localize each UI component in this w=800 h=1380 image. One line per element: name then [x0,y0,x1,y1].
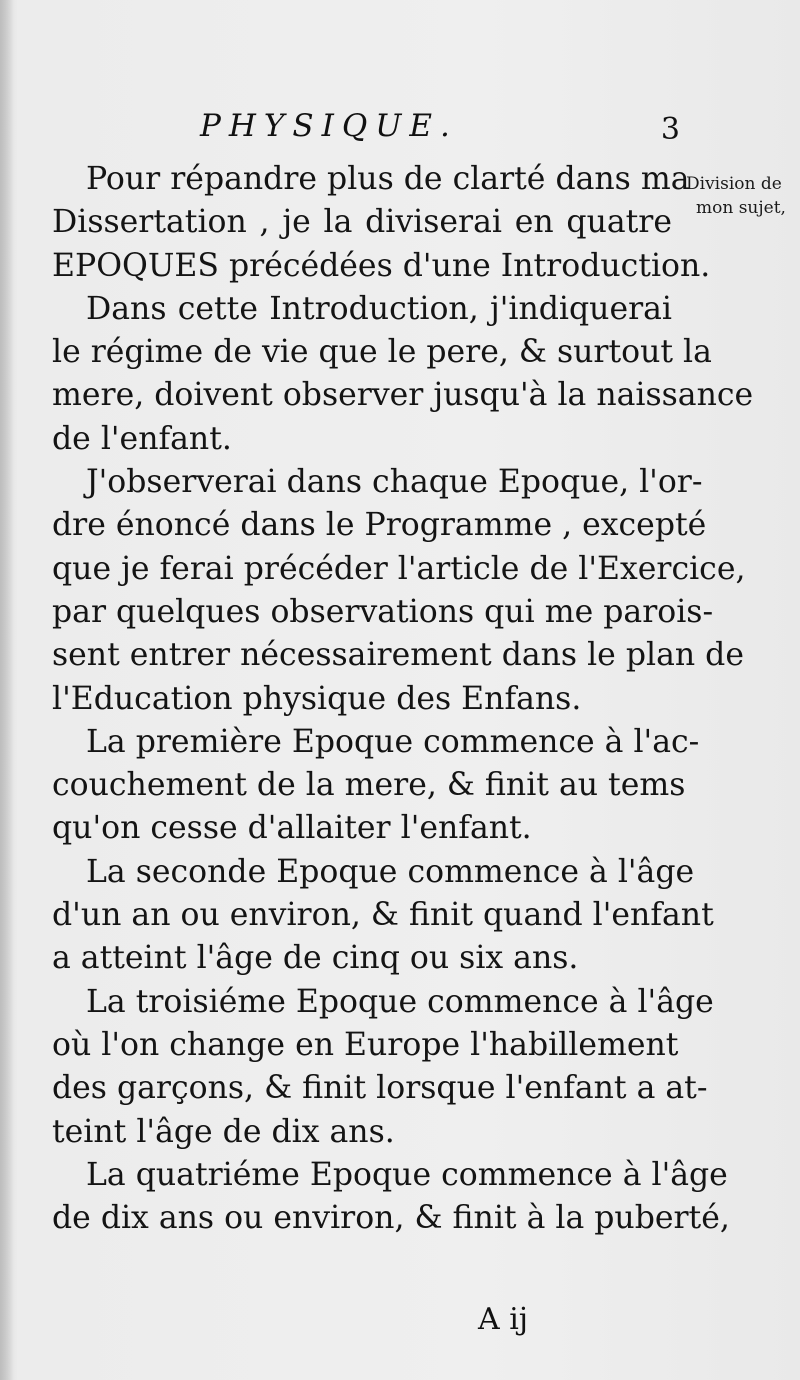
text-line: Pour répandre plus de clarté dans ma [86,161,690,197]
text-line: Dans cette Introduction, j'indiquerai [86,290,672,327]
text-line: de l'enfant. [52,420,232,457]
margin-note [686,172,798,220]
text-line: le régime de vie que le pere, & surtout la [52,334,712,371]
text-line: qu'on cesse d'allaiter l'enfant. [52,810,532,847]
text-line: J'observerai dans chaque Epoque, l'or- [86,464,703,501]
text-line: de dix ans ou environ, & finit à la puberté, [52,1200,730,1237]
running-head-title: PHYSIQUE. [200,108,458,144]
page-number: 3 [660,112,680,147]
text-line: teint l'âge de dix ans. [52,1113,395,1150]
text-line: par quelques observations qui me parois- [52,593,714,630]
margin-note-line: Division de [686,174,782,194]
text-line: mere, doivent observer jusqu'à la naissance [52,377,754,414]
text-line: Dissertation , je la diviserai en quatre [52,204,672,241]
text-line: La première Epoque commence à l'ac- [86,723,700,760]
signature-mark: A ij [478,1302,529,1337]
text-line: a atteint l'âge de cinq ou six ans. [52,940,579,977]
running-head [40,108,680,158]
text-line: couchement de la mere, & finit au tems [52,767,686,804]
text-line: l'Education physique des Enfans. [52,680,582,717]
text-line: où l'on change en Europe l'habillement [52,1026,679,1063]
text-line: dre énoncé dans le Programme , excepté [52,507,707,544]
text-line: EPOQUES précédées d'une Introduction. [52,247,711,284]
text-line: des garçons, & finit lorsque l'enfant a at- [52,1070,708,1107]
text-line: La troisiéme Epoque commence à l'âge [86,983,714,1020]
text-line: La seconde Epoque commence à l'âge [86,853,695,890]
text-line: sent entrer nécessairement dans le plan de [52,637,744,674]
spine-shadow [0,0,14,1380]
margin-note-line: mon sujet, [696,198,786,218]
text-line: La quatriéme Epoque commence à l'âge [86,1156,728,1193]
text-line: que je ferai précéder l'article de l'Exercice, [52,550,746,587]
text-line: d'un an ou environ, & finit quand l'enfant [52,897,714,934]
